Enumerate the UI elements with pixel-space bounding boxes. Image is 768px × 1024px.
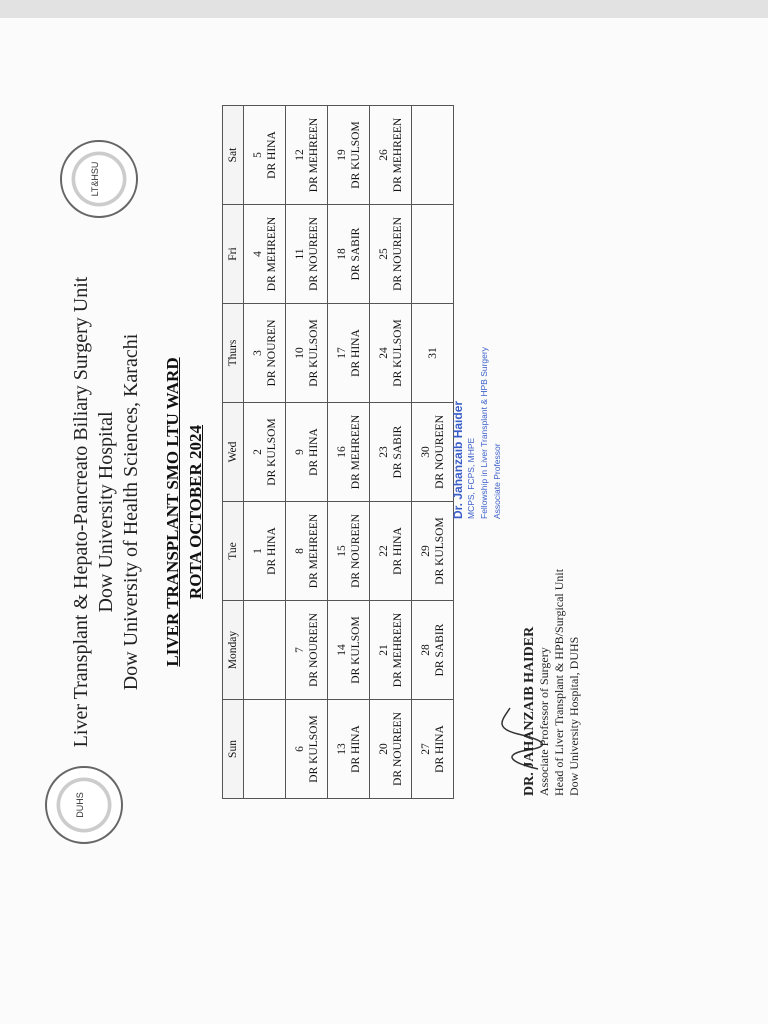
day-header: Fri [223, 205, 244, 304]
duhs-seal-left: DUHS [45, 766, 123, 844]
doctor-on-duty: DR MEHREEN [391, 612, 404, 688]
doctor-on-duty: DR KULSOM [307, 319, 320, 387]
date-number: 13 [335, 743, 348, 755]
day-cell [328, 106, 370, 205]
doctor-on-duty: DR SABIR [349, 227, 362, 281]
signatory-hospital: Dow University Hospital, DUHS [567, 636, 581, 796]
date-number: 11 [293, 248, 306, 260]
date-number: 22 [377, 545, 390, 557]
doctor-on-duty: DR KULSOM [307, 715, 320, 783]
day-cell [286, 106, 328, 205]
signatory-position: Head of Liver Transplant & HPB/Surgical Unit [552, 568, 566, 796]
day-header: Sun [223, 700, 244, 799]
week-row [370, 106, 412, 799]
day-cell [244, 403, 286, 502]
day-cell [244, 304, 286, 403]
date-number: 24 [377, 347, 390, 359]
date-number: 7 [293, 647, 306, 653]
header-hospital-name: Dow University Hospital [95, 411, 117, 613]
date-number: 15 [335, 545, 348, 557]
doctor-on-duty: DR NOUREEN [391, 712, 404, 786]
day-header: Tue [223, 502, 244, 601]
day-cell [328, 502, 370, 601]
header-unit-name: Liver Transplant & Hepato-Pancreato Biliary Surgery Unit [70, 276, 92, 748]
date-number: 17 [335, 347, 348, 359]
rota-table [222, 105, 454, 799]
date-number: 25 [377, 248, 390, 260]
doctor-on-duty: DR NOUREEN [433, 415, 446, 489]
lthsu-seal-right: LT&HSU [60, 140, 138, 218]
date-number: 30 [419, 446, 432, 458]
week-row [286, 106, 328, 799]
doctor-on-duty: DR KULSOM [349, 616, 362, 684]
day-cell [286, 700, 328, 799]
day-cell [370, 601, 412, 700]
date-number: 2 [251, 449, 264, 455]
date-number: 14 [335, 644, 348, 656]
day-cell [244, 502, 286, 601]
doctor-on-duty: DR SABIR [433, 623, 446, 677]
day-header: Thurs [223, 304, 244, 403]
rota-title: LIVER TRANSPLANT SMO LTU WARD [163, 357, 182, 667]
doctor-on-duty: DR MEHREEN [307, 117, 320, 193]
date-number: 8 [293, 548, 306, 554]
signatory-name: DR. JAHANZAIB HAIDER [522, 626, 537, 796]
date-number: 3 [251, 350, 264, 356]
stamp-role: Associate Professor [492, 443, 502, 519]
stamp-name: Dr. Jahanzaib Haider [451, 400, 465, 519]
date-number: 31 [426, 347, 439, 359]
doctor-on-duty: DR HINA [391, 527, 404, 575]
date-number: 20 [377, 743, 390, 755]
date-number: 21 [377, 644, 390, 656]
week-row [328, 106, 370, 799]
doctor-on-duty: DR NOUREEN [391, 217, 404, 291]
stamp-fellowship: Fellowship in Liver Transplant & HPB Surgery [479, 347, 489, 519]
day-cell [370, 403, 412, 502]
day-cell [370, 304, 412, 403]
day-cell [412, 700, 454, 799]
date-number: 19 [335, 149, 348, 161]
header-university-name: Dow University of Health Sciences, Karachi [120, 333, 142, 691]
day-cell [328, 700, 370, 799]
date-number: 12 [293, 149, 306, 161]
doctor-on-duty: DR HINA [349, 329, 362, 377]
doctor-on-duty: DR HINA [433, 725, 446, 773]
date-number: 5 [251, 152, 264, 158]
doctor-on-duty: DR NOUREEN [307, 217, 320, 291]
day-cell [244, 601, 286, 700]
day-cell [244, 205, 286, 304]
day-cell [412, 304, 454, 403]
doctor-on-duty: DR MEHREEN [391, 117, 404, 193]
day-cell [328, 601, 370, 700]
date-number: 26 [377, 149, 390, 161]
day-header: Wed [223, 403, 244, 502]
doctor-on-duty: DR HINA [349, 725, 362, 773]
date-number: 27 [419, 743, 432, 755]
day-header: Monday [223, 601, 244, 700]
date-number: 4 [251, 251, 264, 257]
week-row [244, 106, 286, 799]
date-number: 28 [419, 644, 432, 656]
day-cell [286, 403, 328, 502]
day-cell [286, 205, 328, 304]
day-cell [286, 502, 328, 601]
date-number: 23 [377, 446, 390, 458]
date-number: 1 [251, 548, 264, 554]
week-row [412, 106, 454, 799]
day-cell [370, 502, 412, 601]
day-cell [412, 502, 454, 601]
day-cell [328, 304, 370, 403]
day-cell [328, 205, 370, 304]
day-cell [370, 205, 412, 304]
doctor-on-duty: DR KULSOM [391, 319, 404, 387]
day-cell [412, 205, 454, 304]
day-cell [412, 106, 454, 205]
doctor-on-duty: DR NOUREEN [307, 613, 320, 687]
day-cell [370, 106, 412, 205]
doctor-stamp [452, 269, 504, 519]
stamp-qualifications: MCPS, FCPS, MHPE [466, 437, 476, 519]
date-number: 10 [293, 347, 306, 359]
day-cell [412, 403, 454, 502]
doctor-on-duty: DR KULSOM [265, 418, 278, 486]
day-header-row [223, 106, 244, 799]
date-number: 9 [293, 449, 306, 455]
day-cell [286, 304, 328, 403]
day-cell [244, 700, 286, 799]
doctor-on-duty: DR HINA [307, 428, 320, 476]
doctor-on-duty: DR MEHREEN [265, 216, 278, 292]
doctor-on-duty: DR HINA [265, 527, 278, 575]
day-cell [412, 601, 454, 700]
day-header: Sat [223, 106, 244, 205]
doctor-on-duty: DR KULSOM [349, 121, 362, 189]
signature-block [522, 516, 582, 796]
doctor-on-duty: DR KULSOM [433, 517, 446, 585]
day-cell [370, 700, 412, 799]
date-number: 16 [335, 446, 348, 458]
doctor-on-duty: DR SABIR [391, 425, 404, 479]
date-number: 6 [293, 746, 306, 752]
date-number: 18 [335, 248, 348, 260]
doctor-on-duty: DR MEHREEN [349, 414, 362, 490]
date-number: 29 [419, 545, 432, 557]
day-cell [286, 601, 328, 700]
day-cell [244, 106, 286, 205]
doctor-on-duty: DR NOUREEN [349, 514, 362, 588]
rota-subtitle: ROTA OCTOBER 2024 [186, 424, 205, 600]
doctor-on-duty: DR MEHREEN [307, 513, 320, 589]
doctor-on-duty: DR HINA [265, 131, 278, 179]
day-cell [328, 403, 370, 502]
doctor-on-duty: DR NOUREN [265, 319, 278, 387]
signatory-title: Associate Professor of Surgery [537, 647, 551, 796]
